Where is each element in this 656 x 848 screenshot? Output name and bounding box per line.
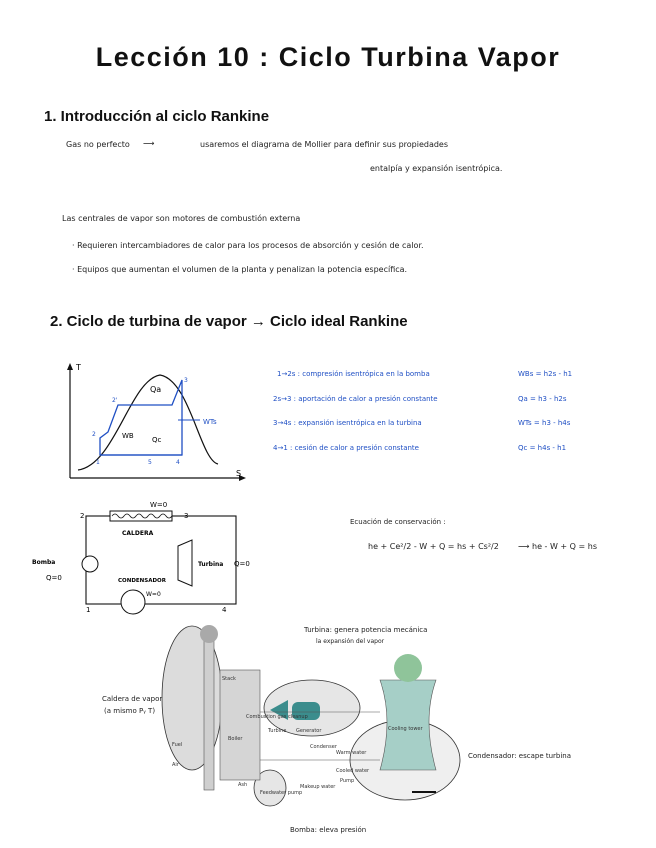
cooling-tower — [380, 680, 436, 770]
label-fuel: Fuel — [172, 742, 183, 748]
energy-rhs: ⟶ he - W + Q = hs — [518, 542, 598, 551]
smoke-icon — [200, 625, 218, 643]
turbina-note: Turbina: genera potencia mecánica — [304, 626, 428, 634]
label-makeup: Makeup water — [300, 784, 336, 790]
label-combustion: Combustion gas cleanup — [246, 714, 308, 720]
wt-label: WTs — [203, 418, 217, 426]
boiler — [220, 670, 260, 780]
t-axis-arrow — [67, 363, 73, 370]
label-stack: Stack — [222, 676, 236, 682]
energy-rhs-text: he - W + Q = hs — [532, 542, 598, 551]
qc-label: Qc — [152, 436, 162, 444]
node-4: 4 — [222, 606, 227, 614]
turbina-note2: la expansión del vapor — [316, 638, 385, 645]
label-turbine: Turbine — [268, 728, 287, 734]
s-axis-label: S — [236, 469, 242, 478]
condenser-symbol — [121, 590, 145, 614]
condensador-label: CONDENSADOR — [118, 578, 166, 584]
bullet2: · Equipos que aumentan el volumen de la planta y penalizan la potencia específica. — [72, 265, 408, 274]
centrales-text: Las centrales de vapor son motores de combustión externa — [62, 214, 301, 223]
qa-label: Qa — [150, 385, 162, 394]
stack — [204, 640, 214, 790]
process-1: 1→2s : compresión isentrópica en la bomba — [277, 370, 430, 378]
wb-label: WB — [122, 432, 134, 440]
bullet1-text: Requieren intercambiadores de calor para los procesos de absorción y cesión de calor. — [77, 241, 424, 250]
process-2: 2s→3 : aportación de calor a presión constante — [273, 395, 438, 403]
label-ash: Ash — [238, 782, 248, 788]
label-warm-water: Warm water — [336, 750, 367, 756]
power-plant-diagram — [160, 620, 480, 810]
label-cooling-tower: Cooling tower — [388, 726, 423, 732]
cycle-loop — [86, 516, 236, 604]
process-4: 4→1 : cesión de calor a presión constante — [273, 444, 419, 452]
turbine-symbol — [178, 540, 192, 586]
pump-symbol — [82, 556, 98, 572]
wzero-bottom: W=0 — [146, 591, 161, 598]
section1-heading: 1. Introducción al ciclo Rankine — [44, 108, 270, 125]
bomba-note: Bomba: eleva presión — [290, 826, 367, 834]
gas-line-right: usaremos el diagrama de Mollier para definir sus propiedades — [200, 140, 449, 149]
turbina-label: Turbina — [198, 561, 224, 568]
caldera-note: Caldera de vapor — [102, 695, 163, 703]
caldera-label: CALDERA — [122, 530, 154, 537]
cycle-schematic — [30, 498, 270, 623]
energy-label: Ecuación de conservación : — [350, 518, 446, 526]
point-4: 4 — [176, 459, 180, 466]
node-2: 2 — [80, 512, 85, 520]
q0-right: Q=0 — [234, 560, 250, 568]
bullet1: · Requieren intercambiadores de calor para los procesos de absorción y cesión de calor. — [72, 241, 424, 250]
rankine-cycle — [100, 380, 182, 455]
wzero-top: W=0 — [150, 501, 168, 509]
node-1: 1 — [86, 606, 91, 614]
caldera-box — [110, 511, 172, 521]
point-3: 3 — [184, 377, 188, 384]
node-3: 3 — [184, 512, 189, 520]
process-3: 3→4s : expansión isentrópica en la turbina — [273, 419, 422, 427]
point-2s: 2' — [112, 397, 118, 404]
point-2: 2 — [92, 431, 96, 438]
label-pump: Pump — [340, 778, 355, 784]
point-5: 5 — [148, 459, 152, 466]
t-axis-label: T — [76, 363, 81, 372]
formula-1: WBs = h2s - h1 — [518, 370, 573, 378]
page-title: Lección 10 : Ciclo Turbina Vapor — [95, 42, 561, 72]
saturation-dome — [78, 375, 218, 470]
gas-line-right2: entalpía y expansión isentrópica. — [370, 164, 503, 173]
label-condenser: Condenser — [310, 744, 337, 750]
point-1: 1 — [96, 459, 100, 466]
label-cool-water: Cooled water — [336, 768, 370, 774]
formula-4: Qc = h4s - h1 — [518, 444, 567, 452]
label-air: Air — [172, 762, 179, 768]
label-boiler: Boiler — [228, 736, 243, 742]
formula-2: Qa = h3 - h2s — [518, 395, 567, 403]
label-feedwater: Feedwater pump — [260, 790, 303, 796]
bullet2-text: Equipos que aumentan el volumen de la planta y penalizan la potencia específica. — [77, 265, 408, 274]
section2-heading: 2. Ciclo de turbina de vapor → Ciclo ideal Rankine — [50, 313, 408, 330]
energy-lhs: he + Ce²/2 - W + Q = hs + Cs²/2 — [368, 542, 499, 551]
bomba-label: Bomba — [32, 559, 56, 566]
arrow-glyph: ⟶ — [143, 139, 155, 148]
q0-left: Q=0 — [46, 574, 62, 582]
gas-line-left: Gas no perfecto — [66, 140, 130, 149]
vapor-cloud-icon — [394, 654, 422, 682]
label-generator: Generator — [296, 728, 322, 734]
ts-diagram — [60, 360, 250, 485]
caldera-note2: (a mismo Pᵧ T) — [104, 707, 156, 715]
condensador-note: Condensador: escape turbina — [468, 752, 572, 760]
formula-3: WTs = h3 - h4s — [518, 419, 571, 427]
